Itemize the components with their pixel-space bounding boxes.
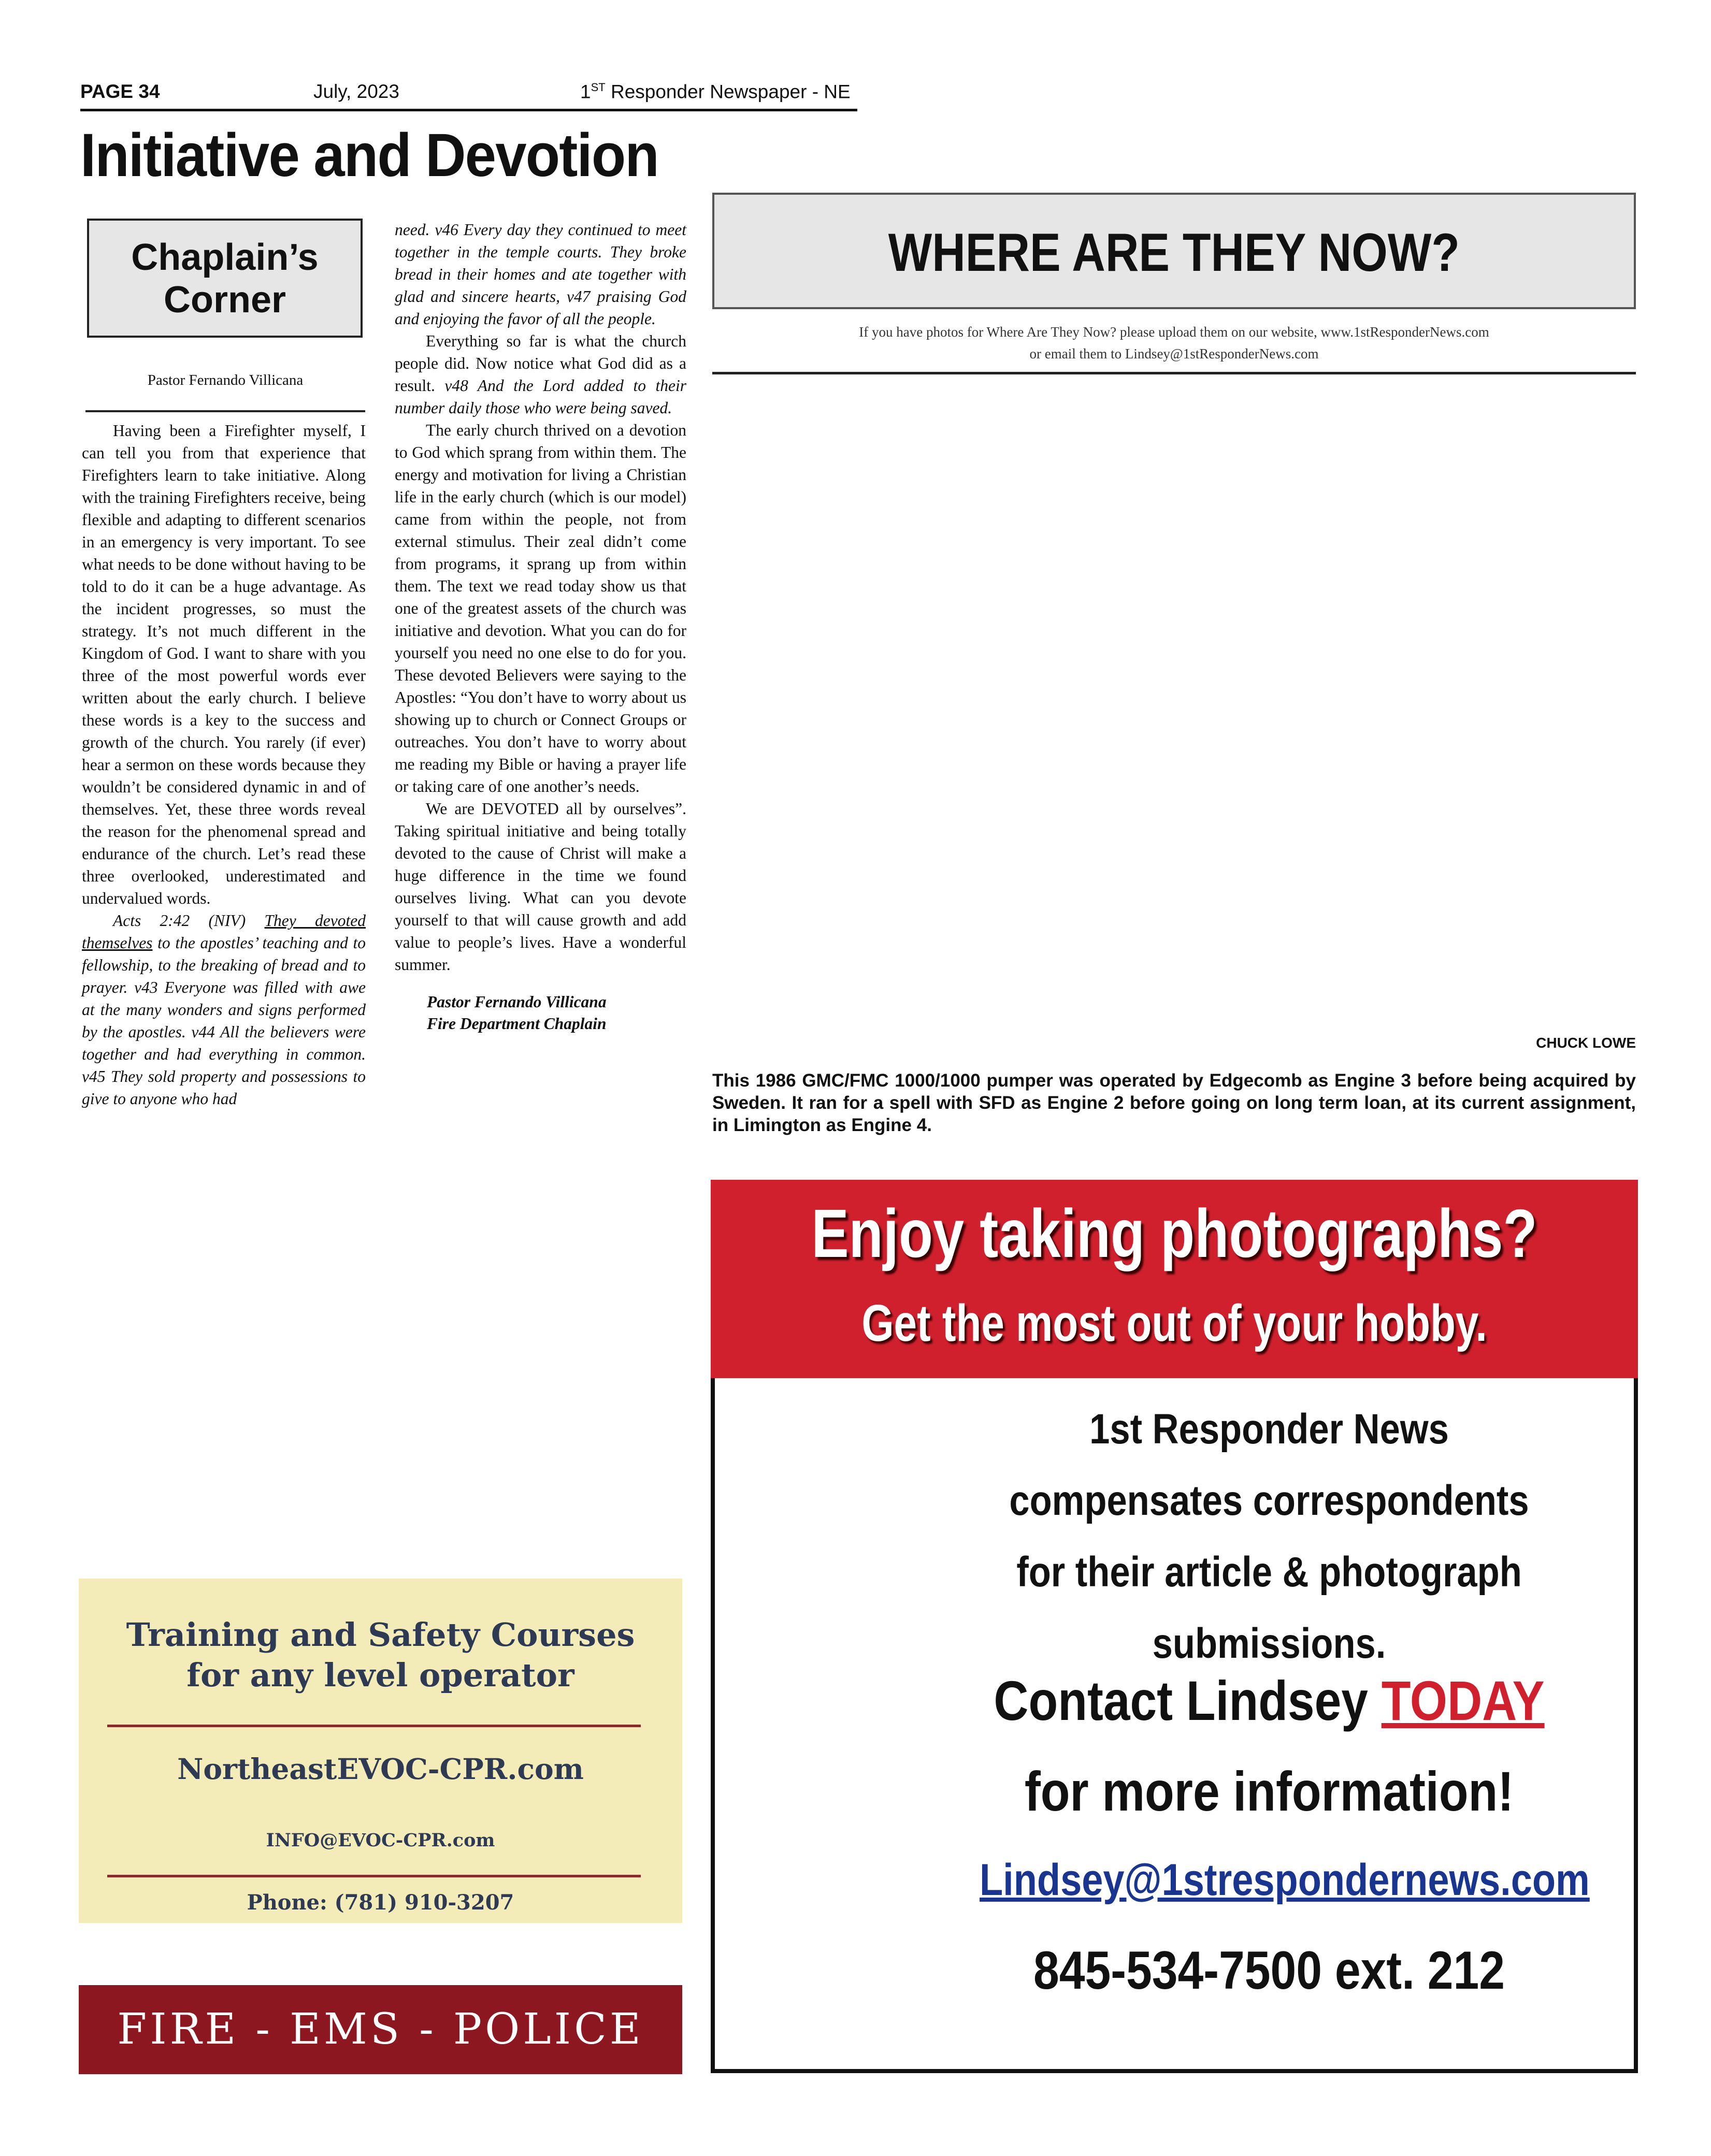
chaplains-corner-box [87, 219, 363, 338]
ad-red-banner [711, 1180, 1638, 1378]
fire-engine-photo [712, 383, 1636, 1031]
photography-ad [711, 1180, 1638, 2073]
signature-block [395, 991, 686, 1035]
training-title [79, 1615, 682, 1696]
ad-line: for their article & photograph [1016, 1549, 1522, 1596]
contact-phone: 845-534-7500 ext. 212 [1033, 1941, 1505, 2001]
contact-line: Contact Lindsey TODAY [994, 1669, 1545, 1732]
ad-body [711, 1378, 1638, 2073]
photo-credit: CHUCK LOWE [1536, 1035, 1636, 1051]
ad-line: 1st Responder News [1089, 1406, 1449, 1453]
ad-line: compensates correspondents [1009, 1477, 1529, 1524]
divider [107, 1725, 641, 1727]
paragraph: We are DEVOTED all by ourselves”. Taking spiritual initiative and being totally devoted to the cause of Christ will make a huge difference in the time we found ourselves living. What can you devote yourself to that will cause growth and add value to people’s lives. Have a wonderful summer. [395, 800, 686, 974]
training-title-line: Training and Safety Courses [126, 1616, 635, 1654]
photo-caption: This 1986 GMC/FMC 1000/1000 pumper was operated by Edgecomb as Engine 3 before being acquired by Sweden. It ran for a spell with SFD as Engine 2 before going on long term loan, at its current assignment, in Limington as Engine 4. [712, 1070, 1636, 1135]
page-number: PAGE 34 [80, 81, 160, 102]
ad-subheadline: Get the most out of your hobby. [861, 1294, 1487, 1352]
article-column-1 [82, 419, 366, 1110]
signature-name: Pastor Fernando Villicana [427, 993, 607, 1011]
fire-ems-police-banner: FIRE - EMS - POLICE [79, 1985, 682, 2074]
scripture-paragraph: Acts 2:42 (NIV) They devoted themselves to the apostles’ teaching and to fellowship, to the breaking of bread and to prayer. v43 Everyone was filled with awe at the many wonders and signs performed by the apostles. v44 All the believers were together and had everything in common. v45 They sold property and possessions to give to anyone who had [82, 911, 366, 1108]
training-email[interactable]: INFO@EVOC-CPR.com [266, 1830, 495, 1851]
note-line: or email them to Lindsey@1stResponderNews.com [1029, 346, 1319, 361]
byline: Pastor Fernando Villicana [147, 372, 304, 388]
issue-date: July, 2023 [313, 81, 399, 102]
ad-text [980, 1394, 1559, 1680]
publication-name: 1ST Responder Newspaper - NE [580, 81, 851, 103]
divider [712, 372, 1636, 374]
signature-title: Fire Department Chaplain [427, 1015, 607, 1033]
contact-email-link[interactable]: Lindsey@1strespondernews.com [980, 1855, 1590, 1905]
paragraph: Everything so far is what the church people did. Now notice what God did as a result. v48 And the Lord added to their number daily those who were being saved. [395, 332, 686, 417]
where-are-they-now-banner: WHERE ARE THEY NOW? [712, 193, 1636, 309]
training-website[interactable]: NortheastEVOC-CPR.com [177, 1752, 584, 1786]
paragraph: Having been a Firefighter myself, I can tell you from that experience that Firefighters learn to take initiative. Along with the training Firefighters receive, being flexible and adapting to different scenarios in an emergency is very important. To see what needs to be done without having to be told to do it can be a huge advantage. As the incident progresses, so must the strategy. It’s not much different in the Kingdom of God. I want to share with you three of the most powerful words ever written about the early church. I believe these words is a key to the success and growth of the church. You rarely (if ever) hear a sermon on these words because they wouldn’t be considered dynamic in and of themselves. Yet, these three words reveal the reason for the phenomenal spread and endurance of the church. Let’s read these three overlooked, underestimated and undervalued words. [82, 422, 366, 907]
training-phone: Phone: (781) 910-3207 [247, 1890, 514, 1915]
paragraph: The early church thrived on a devotion to God which sprang from within them. The energy and motivation for living a Christian life in the early church (which is our model) came from within the people, not from external stimulus. Their zeal didn’t come from programs, it sprang up from within them. The text we read today show us that one of the greatest assets of the church was initiative and devotion. What you can do for yourself you need no one else to do for you. These devoted Believers were saying to the Apostles: “You don’t have to worry about us showing up to church or Connect Groups or outreaches. You don’t have to worry about me reading my Bible or having a prayer life or taking care of one another’s needs. [395, 421, 686, 795]
more-info-line: for more information! [1024, 1760, 1514, 1822]
ad-headline: Enjoy taking photographs? [811, 1195, 1537, 1271]
page-header [80, 79, 857, 111]
box-title-line2: Corner [163, 279, 286, 321]
ad-line: submissions. [1152, 1620, 1386, 1667]
today-emphasis: TODAY [1381, 1669, 1545, 1732]
box-title-line1: Chaplain’s [131, 237, 319, 278]
note-line: If you have photos for Where Are They Now? please upload them on our website, www.1stResponderNews.com [859, 324, 1489, 340]
scripture-continued: need. v46 Every day they continued to meet together in the temple courts. They broke bread in their homes and ate together with glad and sincere hearts, v47 praising God and enjoying the favor of all the people. [395, 221, 686, 328]
article-column-2 [395, 219, 686, 1035]
divider [107, 1875, 641, 1877]
submission-note [712, 321, 1636, 365]
training-ad [79, 1579, 682, 1923]
article-headline: Initiative and Devotion [80, 121, 658, 190]
divider [85, 410, 365, 412]
training-title-line: for any level operator [186, 1656, 574, 1694]
